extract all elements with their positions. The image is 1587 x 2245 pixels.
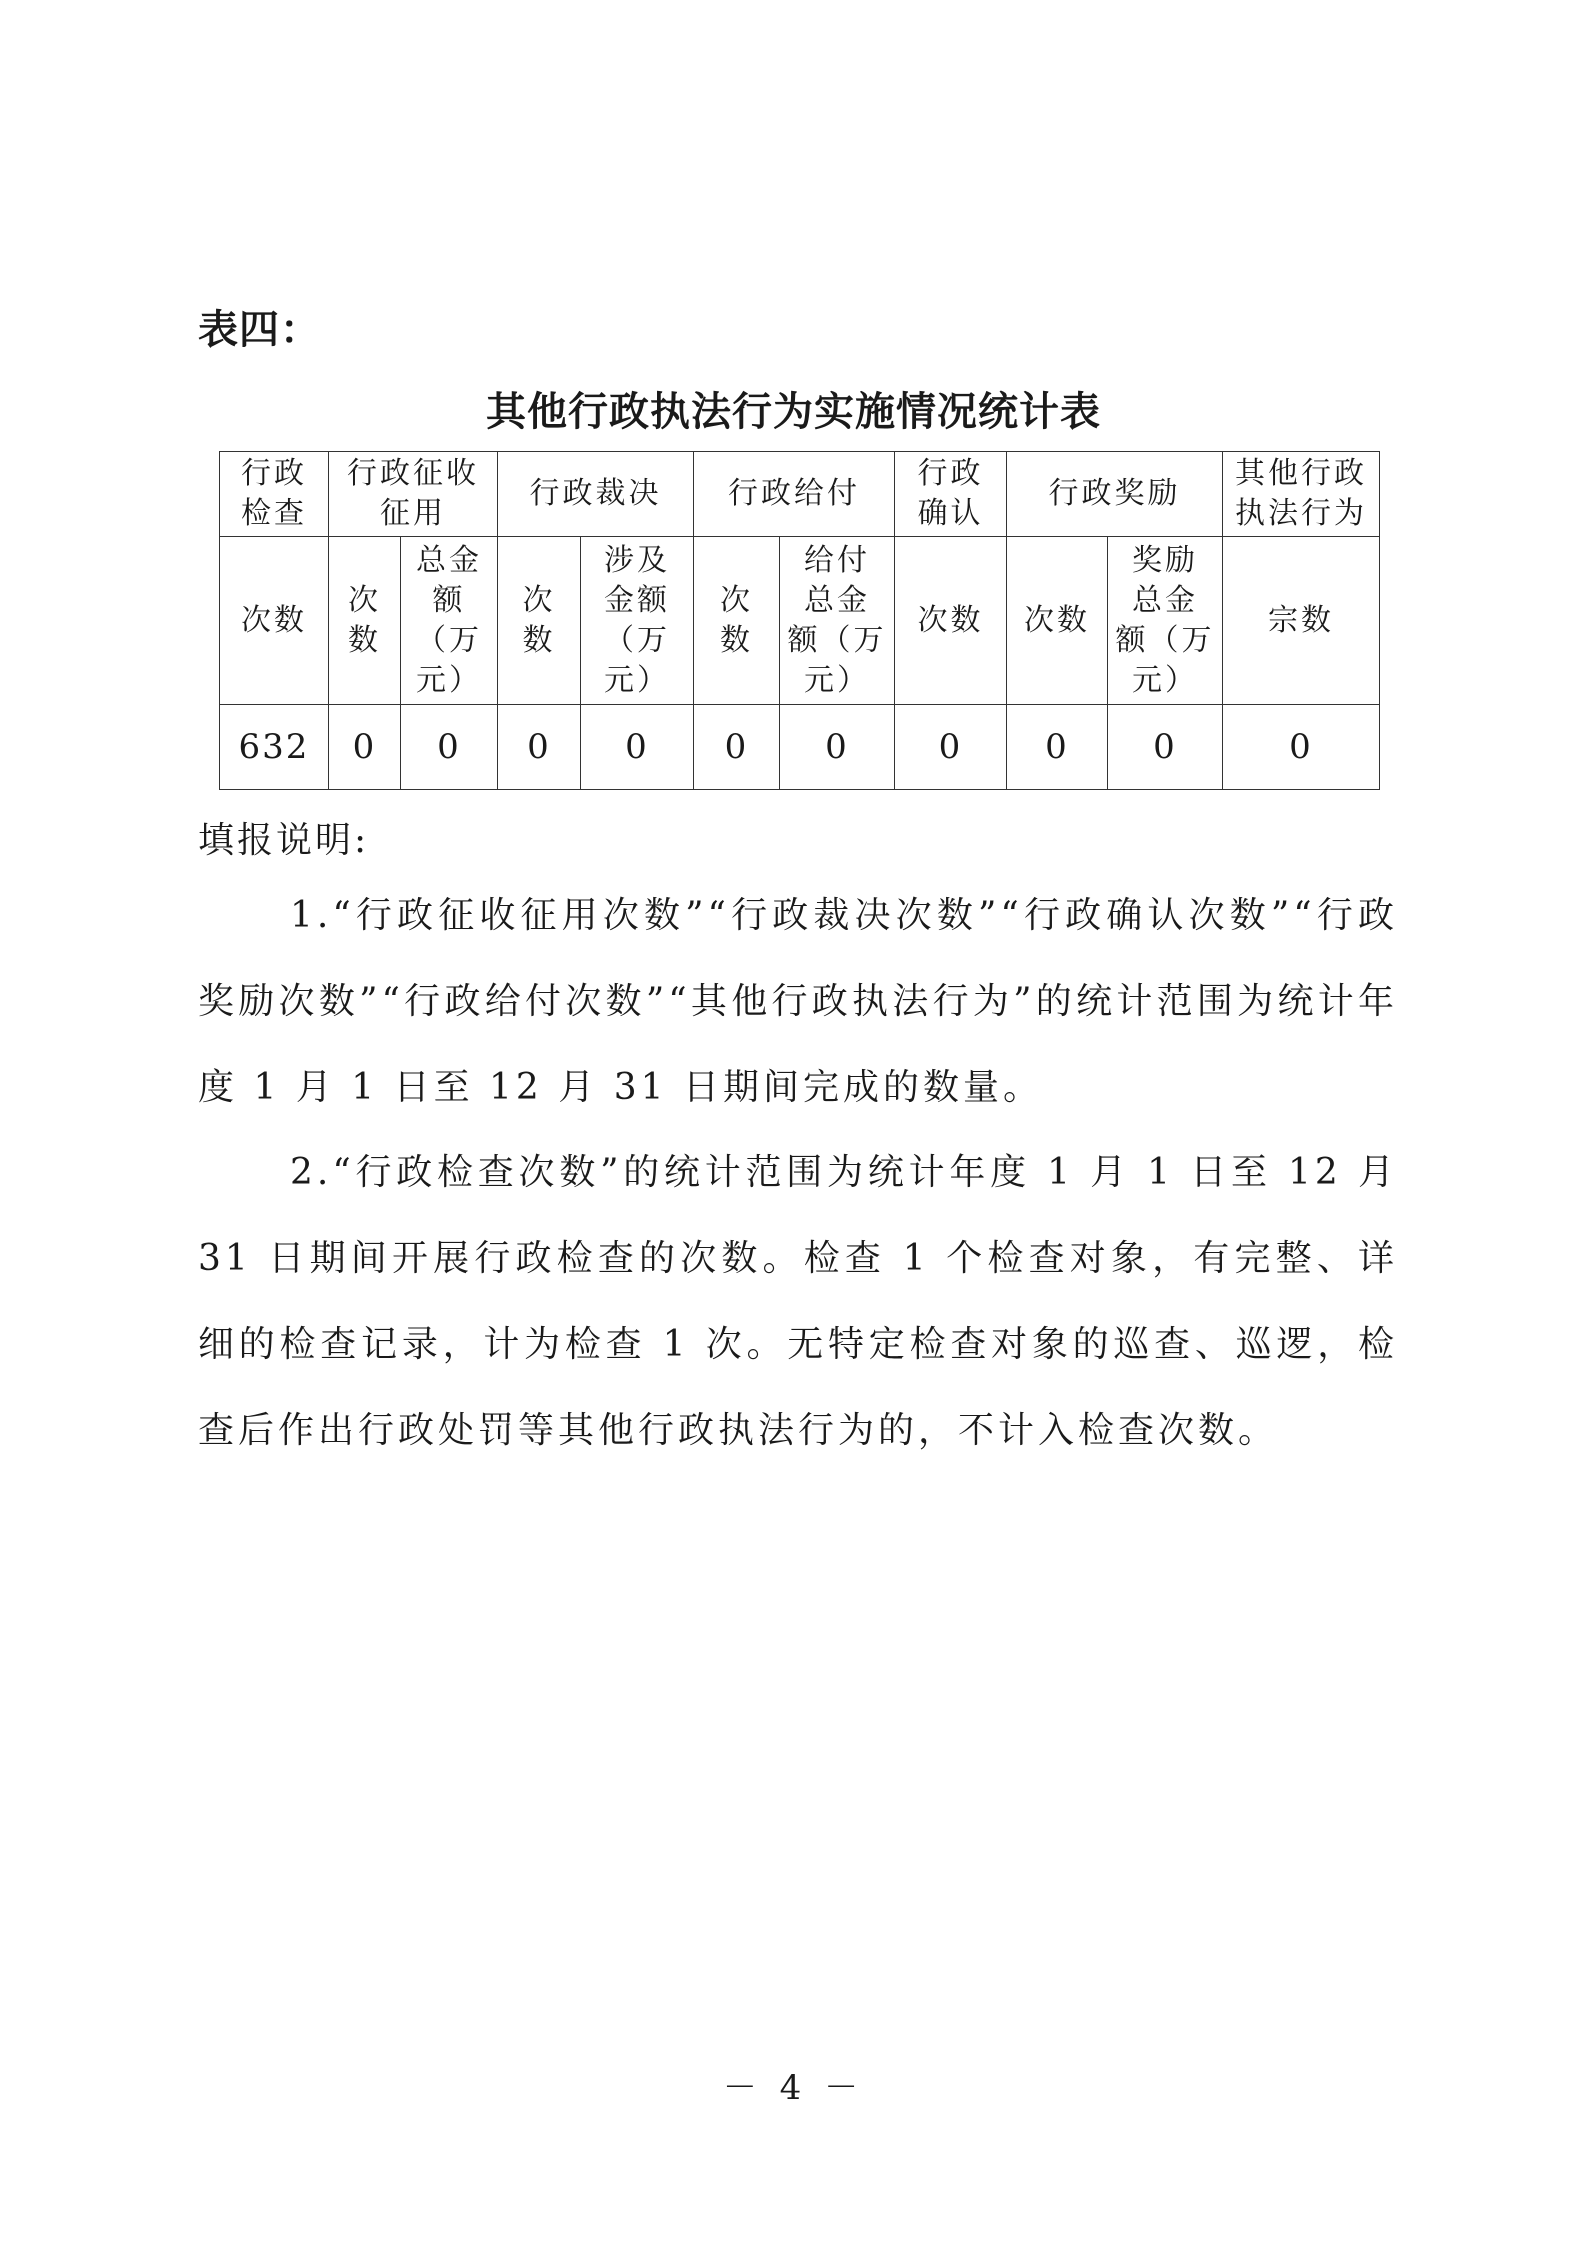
header-adjudication: 行政裁决 xyxy=(498,452,694,537)
group-header-row xyxy=(220,452,1380,537)
value-cell: 0 xyxy=(780,705,895,790)
value-cell: 0 xyxy=(581,705,694,790)
page-number: － 4 － xyxy=(722,2068,865,2108)
value-cell: 0 xyxy=(329,705,401,790)
value-cell: 0 xyxy=(1223,705,1380,790)
header-reward: 行政奖励 xyxy=(1007,452,1223,537)
note-paragraph: 1.“行政征收征用次数”“行政裁决次数”“行政确认次数”“行政奖励次数”“行政给付次数”“其他行政执法行为”的统计范围为统计年度 1 月 1 日至 12 月 31 日期间完成的数量。 xyxy=(198,895,1398,1108)
subheader-adjudication-count: 次 数 xyxy=(498,537,581,705)
header-other: 其他行政 执法行为 xyxy=(1223,452,1380,537)
value-cell: 0 xyxy=(1108,705,1223,790)
statistics-table xyxy=(219,451,1380,790)
subheader-reward-count: 次数 xyxy=(1007,537,1108,705)
subheader-row xyxy=(220,537,1380,705)
value-row xyxy=(220,705,1380,790)
subheader-expropriation-count: 次 数 xyxy=(329,537,401,705)
table-title: 其他行政执法行为实施情况统计表 xyxy=(486,389,1101,435)
subheader-inspection-count: 次数 xyxy=(220,537,329,705)
value-cell: 0 xyxy=(498,705,581,790)
subheader-confirmation-count: 次数 xyxy=(895,537,1007,705)
header-expropriation: 行政征收 征用 xyxy=(329,452,498,537)
subheader-payment-amount: 给付 总金 额（万 元） xyxy=(780,537,895,705)
header-confirmation: 行政 确认 xyxy=(895,452,1007,537)
value-cell: 632 xyxy=(220,705,329,790)
header-inspection: 行政 检查 xyxy=(220,452,329,537)
subheader-reward-amount: 奖励 总金 额（万 元） xyxy=(1108,537,1223,705)
subheader-other-cases: 宗数 xyxy=(1223,537,1380,705)
subheader-expropriation-amount: 总金 额 （万 元） xyxy=(401,537,498,705)
value-cell: 0 xyxy=(895,705,1007,790)
value-cell: 0 xyxy=(694,705,780,790)
subheader-adjudication-amount: 涉及 金额 （万 元） xyxy=(581,537,694,705)
subheader-payment-count: 次 数 xyxy=(694,537,780,705)
value-cell: 0 xyxy=(401,705,498,790)
header-payment: 行政给付 xyxy=(694,452,895,537)
value-cell: 0 xyxy=(1007,705,1108,790)
note-paragraph: 2.“行政检查次数”的统计范围为统计年度 1 月 1 日至 12 月 31 日期间开展行政检查的次数。检查 1 个检查对象，有完整、详细的检查记录，计为检查 1 次。无特定检查对象的巡查、巡逻，检查后作出行政处罚等其他行政执法行为的，不计入检查次数。 xyxy=(198,1152,1398,1451)
notes-heading: 填报说明: xyxy=(198,820,370,861)
table-label: 表四： xyxy=(198,307,321,353)
